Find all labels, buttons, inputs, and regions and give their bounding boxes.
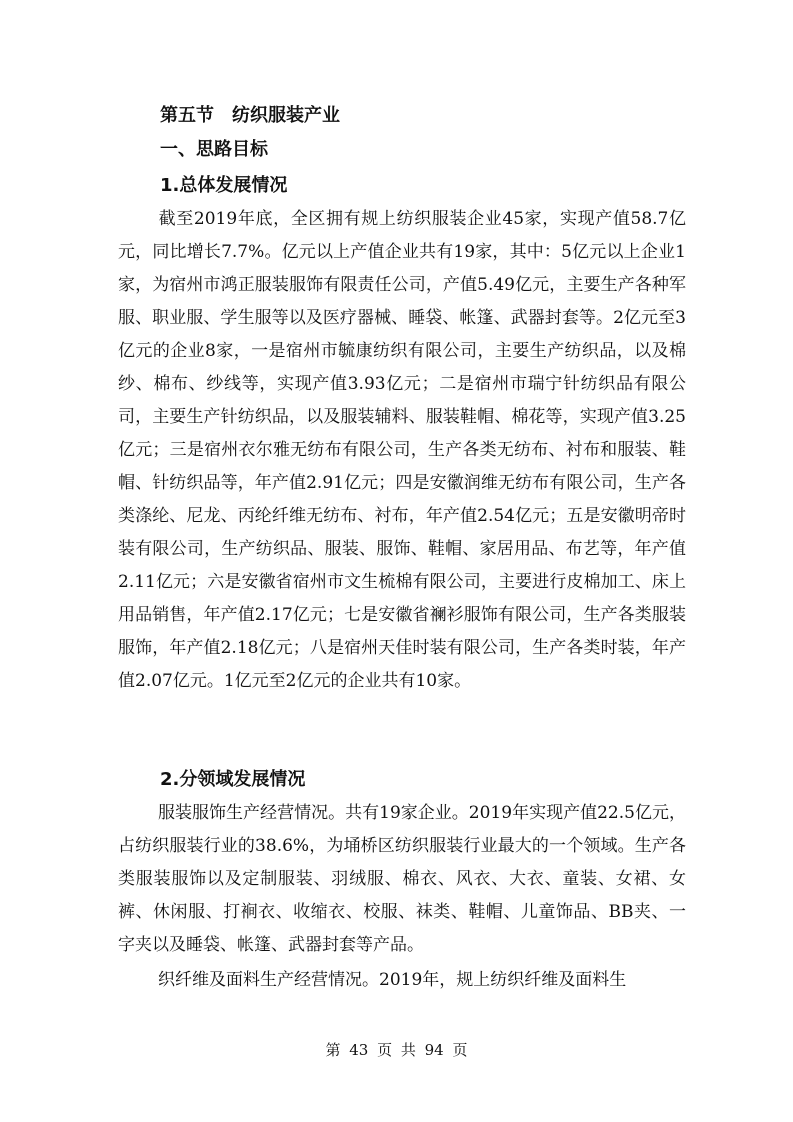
heading-ideas-goals: 一、思路目标 — [160, 139, 268, 160]
paragraph-apparel-production — [118, 797, 686, 962]
paragraph-text: 织纤维及面料生产经营情况。2019年，规上纺织纤维及面料生 — [158, 970, 627, 990]
page-footer: 第 43 页 共 94 页 — [325, 1041, 468, 1059]
heading-sector-development: 2.分领域发展情况 — [160, 769, 306, 790]
paragraph-text: 服装服饰生产经营情况。共有19家企业。2019年实现产值22.5亿元，占纺织服装行业的38.6%，为埇桥区纺织服装行业最大的一个领域。生产各类服装服饰以及定制服装、羽绒服、棉衣、风衣、大衣、童装、女裙、女裤、休闲服、打裥衣、收缩衣、校服、袜类、鞋帽、儿童饰品、BB夹、一字夹以及睡袋、帐篷、武器封套等产品。 — [118, 803, 686, 955]
paragraph-fiber-fabric-production — [118, 964, 686, 997]
section-name: 纺织服装产业 — [232, 105, 340, 126]
section-title — [160, 104, 340, 128]
section-number: 第五节 — [160, 105, 214, 126]
heading-overall-development: 1.总体发展情况 — [160, 175, 288, 196]
paragraph-text: 截至2019年底，全区拥有规上纺织服装企业45家，实现产值58.7亿元，同比增长7.7%。亿元以上产值企业共有19家，其中：5亿元以上企业1家，为宿州市鸿正服装服饰有限责任公司，产值5.49亿元，主要生产各种军服、职业服、学生服等以及医疗器械、睡袋、帐篷、武器封套等。2亿元至3亿元的企业8家，一是宿州市毓康纺织有限公司，主要生产纺织品，以及棉纱、棉布、纱线等，实现产值3.93亿元；二是宿州市瑞宁针纺织品有限公司，主要生产针纺织品，以及服装辅料、服装鞋帽、棉花等，实现产值3.25亿元；三是宿州衣尔雅无纺布有限公司，生产各类无纺布、衬布和服装、鞋帽、针纺织品等，年产值2.91亿元；四是安徽润维无纺布有限公司，生产各类涤纶、尼龙、丙纶纤维无纺布、衬布，年产值2.54亿元；五是安徽明帝时装有限公司，生产纺织品、服装、服饰、鞋帽、家居用品、布艺等，年产值2.11亿元；六是安徽省宿州市文生梳棉有限公司，主要进行皮棉加工、床上用品销售，年产值2.17亿元；七是安徽省襕衫服饰有限公司，生产各类服装服饰，年产值2.18亿元；八是宿州天佳时装有限公司，生产各类时装，年产值2.07亿元。1亿元至2亿元的企业共有10家。 — [118, 209, 686, 691]
paragraph-overall-development — [118, 203, 686, 698]
